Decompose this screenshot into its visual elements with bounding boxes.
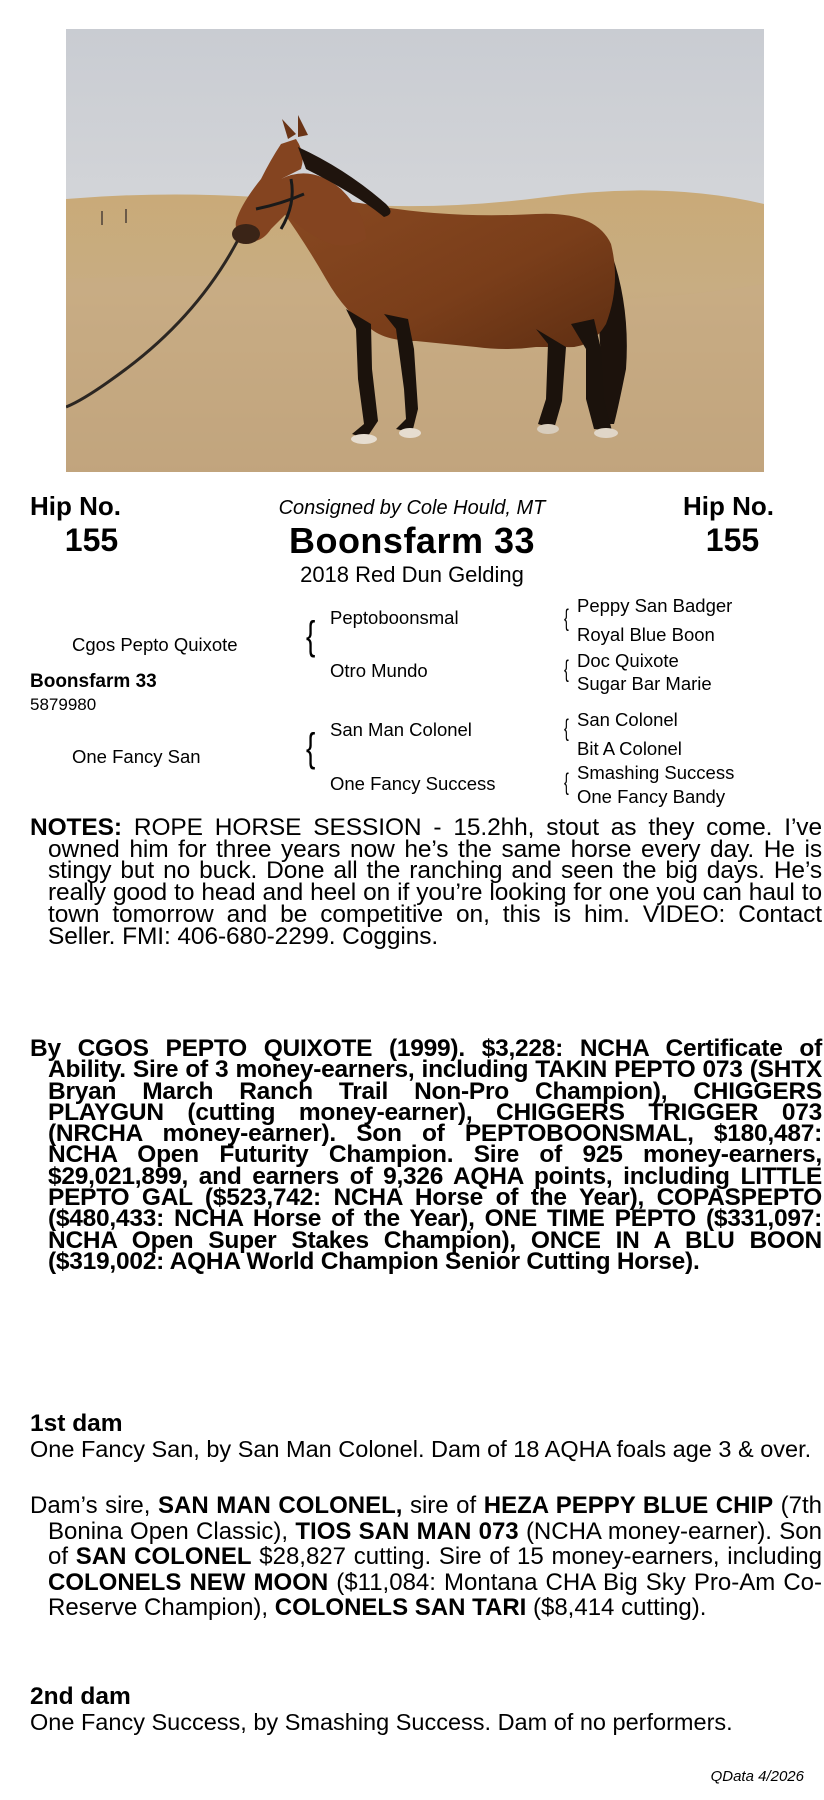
pedigree-subject: Boonsfarm 33 <box>30 671 157 692</box>
brace-icon: { <box>306 614 316 658</box>
dams-sire-text: Dam’s sire, <box>30 1492 158 1519</box>
pedigree-sd-dam: Sugar Bar Marie <box>577 673 712 694</box>
pedigree-ss-sire: Peppy San Badger <box>577 595 733 616</box>
notes-paragraph <box>30 814 822 950</box>
second-dam-text: One Fancy Success, by Smashing Success. Dam of no performers. <box>30 1709 733 1735</box>
hip-label-right: Hip No. <box>683 491 774 521</box>
horse-name: Boonsfarm 33 <box>288 520 536 561</box>
dams-sire-name: SAN MAN COLONEL, <box>158 1492 403 1519</box>
grandsire-name: SAN COLONEL <box>75 1543 252 1570</box>
brace-icon: { <box>306 726 316 770</box>
pedigree-dam: One Fancy San <box>72 746 201 767</box>
brace-icon: { <box>564 769 569 796</box>
data-source-footer: QData 4/2026 <box>710 1768 804 1785</box>
first-dam-text: One Fancy San, by San Man Colonel. Dam of 18 AQHA foals age 3 & over. <box>30 1436 812 1462</box>
pedigree-dam-sire: San Man Colonel <box>330 719 472 740</box>
hip-number-right: 155 <box>705 522 760 558</box>
horse-description: 2018 Red Dun Gelding <box>300 562 524 587</box>
notes-text: ROPE HORSE SESSION - 15.2hh, stout as they come. I’ve owned him for three years now he’s the same horse every day. He is stingy but no buck. Done all the ranching and seen the big days. He’s really good to head and heel on if you’re looking for one you can haul to town tomorrow and be competitive on, this is him. VIDEO: Contact Seller. FMI: 406-680-2299. Coggins. <box>48 814 822 950</box>
hip-label-left: Hip No. <box>30 491 121 521</box>
pedigree-sire: Cgos Pepto Quixote <box>72 634 238 655</box>
pedigree-sd-sire: Doc Quixote <box>577 650 679 671</box>
pedigree-ss-dam: Royal Blue Boon <box>577 624 715 645</box>
pedigree-dd-dam: One Fancy Bandy <box>577 786 726 807</box>
offspring-name: COLONELS SAN TARI <box>274 1594 527 1621</box>
offspring-name: HEZA PEPPY BLUE CHIP <box>483 1492 774 1519</box>
dams-sire-text: ($11,084: Montana CHA Big Sky Pro-Am Co-Reserve Champion), <box>48 1568 823 1621</box>
dams-sire-paragraph <box>30 1493 822 1621</box>
dams-sire-text: (7th Bonina Open Classic), <box>48 1492 822 1545</box>
offspring-name: COLONELS NEW MOON <box>48 1568 329 1596</box>
pedigree-ds-sire: San Colonel <box>577 709 678 730</box>
brace-icon: { <box>564 656 569 683</box>
dams-sire-text: $28,827 cutting. Sire of 15 money-earners, including <box>251 1543 823 1570</box>
offspring-name: TIOS SAN MAN 073 <box>295 1517 519 1545</box>
dams-sire-text: ($8,414 cutting). <box>526 1594 707 1621</box>
consignor: Consigned by Cole Hould, MT <box>278 497 546 519</box>
first-dam-heading: 1st dam <box>30 1410 123 1437</box>
pedigree-sire-dam: Otro Mundo <box>330 660 428 681</box>
pedigree-dd-sire: Smashing Success <box>577 762 735 783</box>
pedigree-ds-dam: Bit A Colonel <box>577 738 682 759</box>
pedigree-dam-dam: One Fancy Success <box>330 773 496 794</box>
sire-paragraph: By CGOS PEPTO QUIXOTE (1999). $3,228: NCHA Certificate of Ability. Sire of 3 money-earners, including TAKIN PEPTO 073 (SHTX Bryan March Ranch Trail Non-Pro Champion), CHIGGERS PLAYGUN (cutting money-earner), CHIGGERS TRIGGER 073 (NRCHA money-earner). Son of PEPTOBOONSMAL, $180,487: NCHA Open Futurity Champion. Sire of 925 money-earners, $29,021,899, and earners of 9,326 AQHA points, including LITTLE PEPTO GAL ($523,742: NCHA Horse of the Year), COPASPEPTO ($480,433: NCHA Horse of the Year), ONE TIME PEPTO ($331,097: NCHA Open Super Stakes Champion), ONCE IN A BLU BOON ($319,002: AQHA World Champion Senior Cutting Horse). <box>30 1035 822 1275</box>
pedigree-sire-sire: Peptoboonsmal <box>330 607 459 628</box>
horse-photo <box>66 29 764 472</box>
second-dam-heading: 2nd dam <box>30 1683 131 1710</box>
hip-number-left: 155 <box>64 522 119 558</box>
dams-sire-text: sire of <box>402 1492 484 1519</box>
registration-number: 5879980 <box>30 695 97 714</box>
dams-sire-text: (NCHA money-earner). Son of <box>48 1517 822 1570</box>
brace-icon: { <box>564 605 569 632</box>
notes-label: NOTES: <box>30 814 122 841</box>
brace-icon: { <box>564 715 569 742</box>
